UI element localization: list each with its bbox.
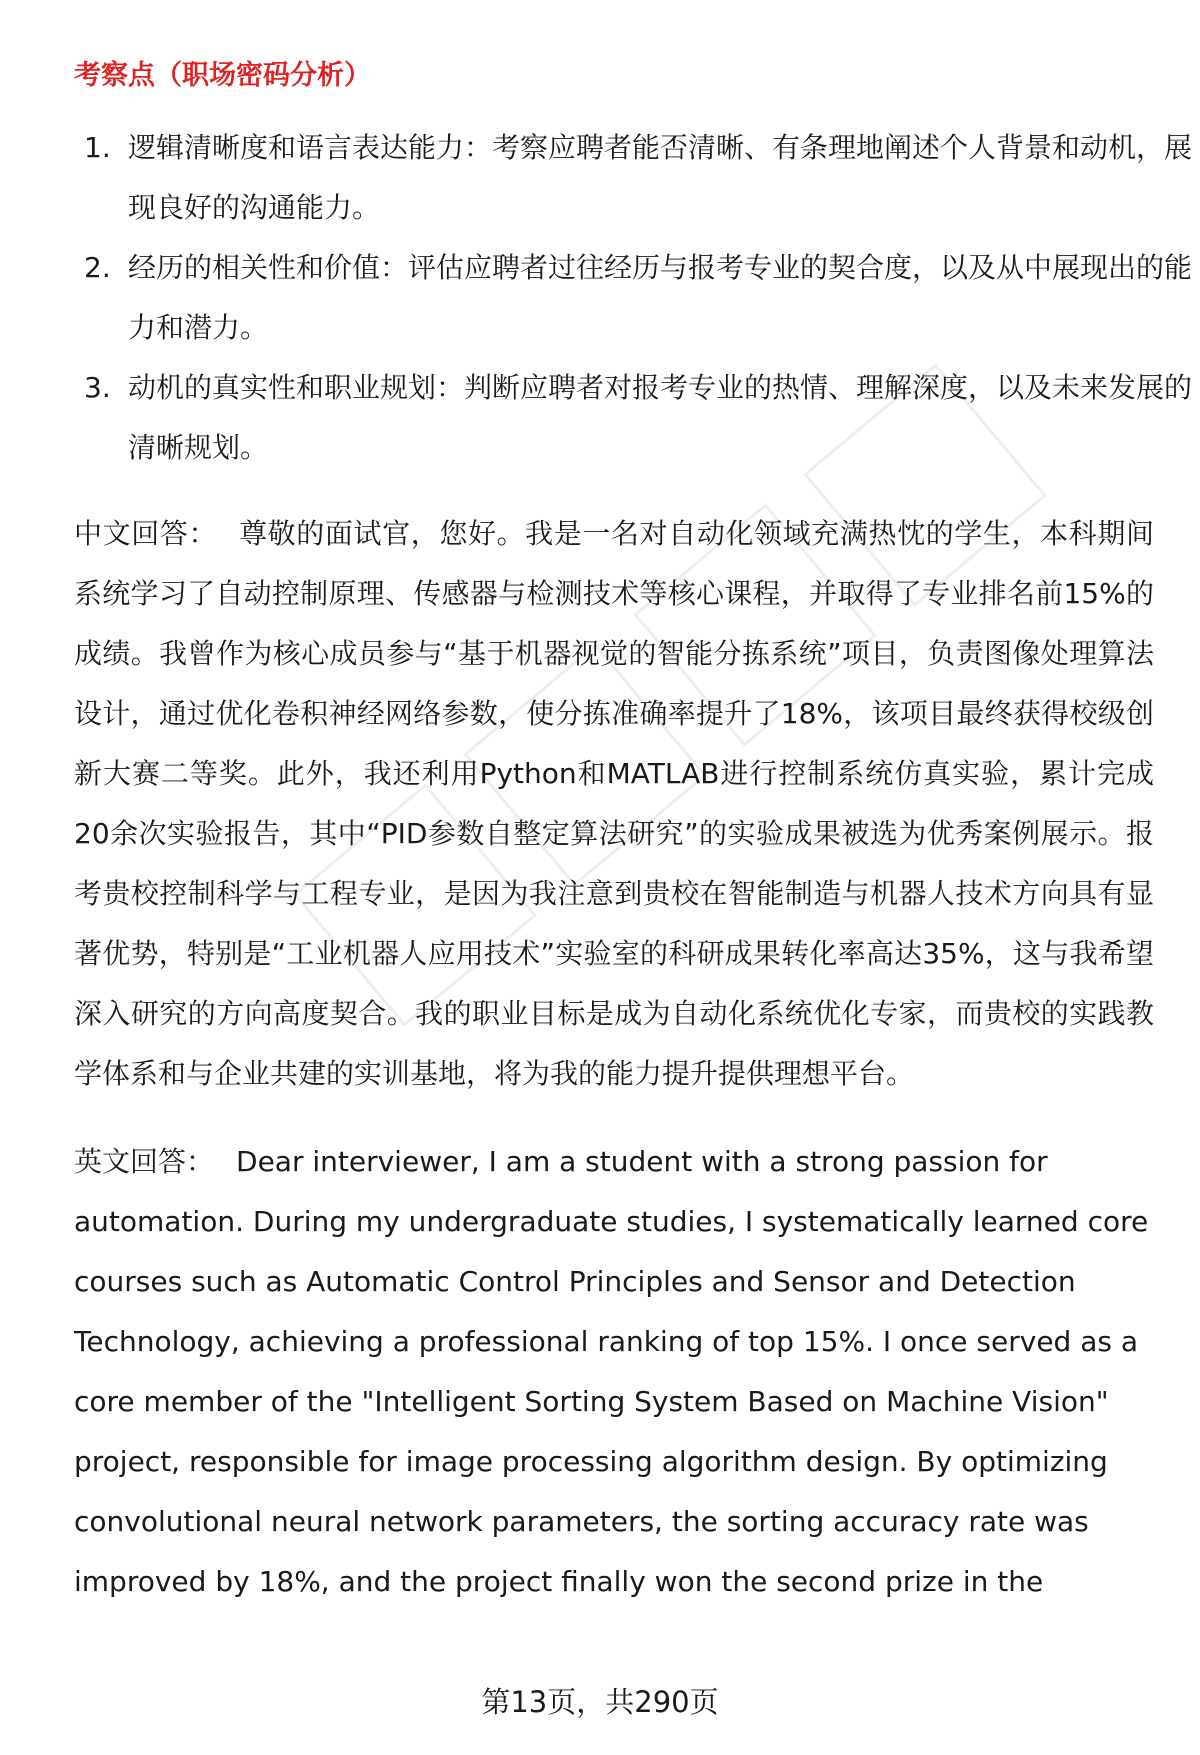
chinese-answer-text: 尊敬的面试官，您好。我是一名对自动化领域充满热忱的学生，本科期间系统学习了自动控制原理、传感器与检测技术等核心课程，并取得了专业排名前15%的成绩。我曾作为核心成员参与“基于机器视觉的智能分拣系统”项目，负责图像处理算法设计，通过优化卷积神经网络参数，使分拣准确率提升了18%，该项目最终获得校级创新大赛二等奖。此外，我还利用Python和MATLAB进行控制系统仿真实验，累计完成20余次实验报告，其中“PID参数自整定算法研究”的实验成果被选为优秀案例展示。报考贵校控制科学与工程专业，是因为我注意到贵校在智能制造与机器人技术方向具有显著优势，特别是“工业机器人应用技术”实验室的科研成果转化率高达35%，这与我希望深入研究的方向高度契合。我的职业目标是成为自动化系统优化专家，而贵校的实践教学体系和与企业共建的实训基地，将为我的能力提升提供理想平台。 (74, 517, 1154, 1090)
point-text: 动机的真实性和职业规划：判断应聘者对报考专业的热情、理解深度，以及未来发展的清晰规划。 (128, 371, 1193, 464)
chinese-answer-label: 中文回答： (74, 517, 218, 550)
section-title: 考察点（职场密码分析） (74, 60, 371, 91)
point-number: 3. (84, 371, 111, 404)
page-number-footer: 第13页，共290页 (481, 1685, 719, 1719)
english-answer-label: 英文回答： (74, 1145, 215, 1178)
document-page (74, 56, 1193, 1640)
assessment-point (74, 358, 1200, 478)
point-number: 1. (84, 131, 111, 164)
point-number: 2. (84, 251, 111, 284)
point-text: 经历的相关性和价值：评估应聘者过往经历与报考专业的契合度，以及从中展现出的能力和潜力。 (128, 251, 1193, 344)
english-answer (74, 1132, 1154, 1612)
assessment-points-list (74, 118, 1193, 478)
chinese-answer (74, 504, 1154, 1104)
assessment-point (74, 118, 1200, 238)
english-answer-text: Dear interviewer, I am a student with a strong passion for automation. During my undergraduate studies, I systematically learned core courses such as Automatic Control Principles and Sensor and Detection Technology, achieving a professional ranking of top 15%. I once served as a core member of the "Intelligent Sorting System Based on Machine Vision" project, responsible for image processing algorithm design. By optimizing convolutional neural network parameters, the sorting accuracy rate was improved by 18%, and the project finally won the second prize in the (74, 1145, 1149, 1598)
point-text: 逻辑清晰度和语言表达能力：考察应聘者能否清晰、有条理地阐述个人背景和动机，展现良好的沟通能力。 (128, 131, 1193, 224)
assessment-point (74, 238, 1200, 358)
